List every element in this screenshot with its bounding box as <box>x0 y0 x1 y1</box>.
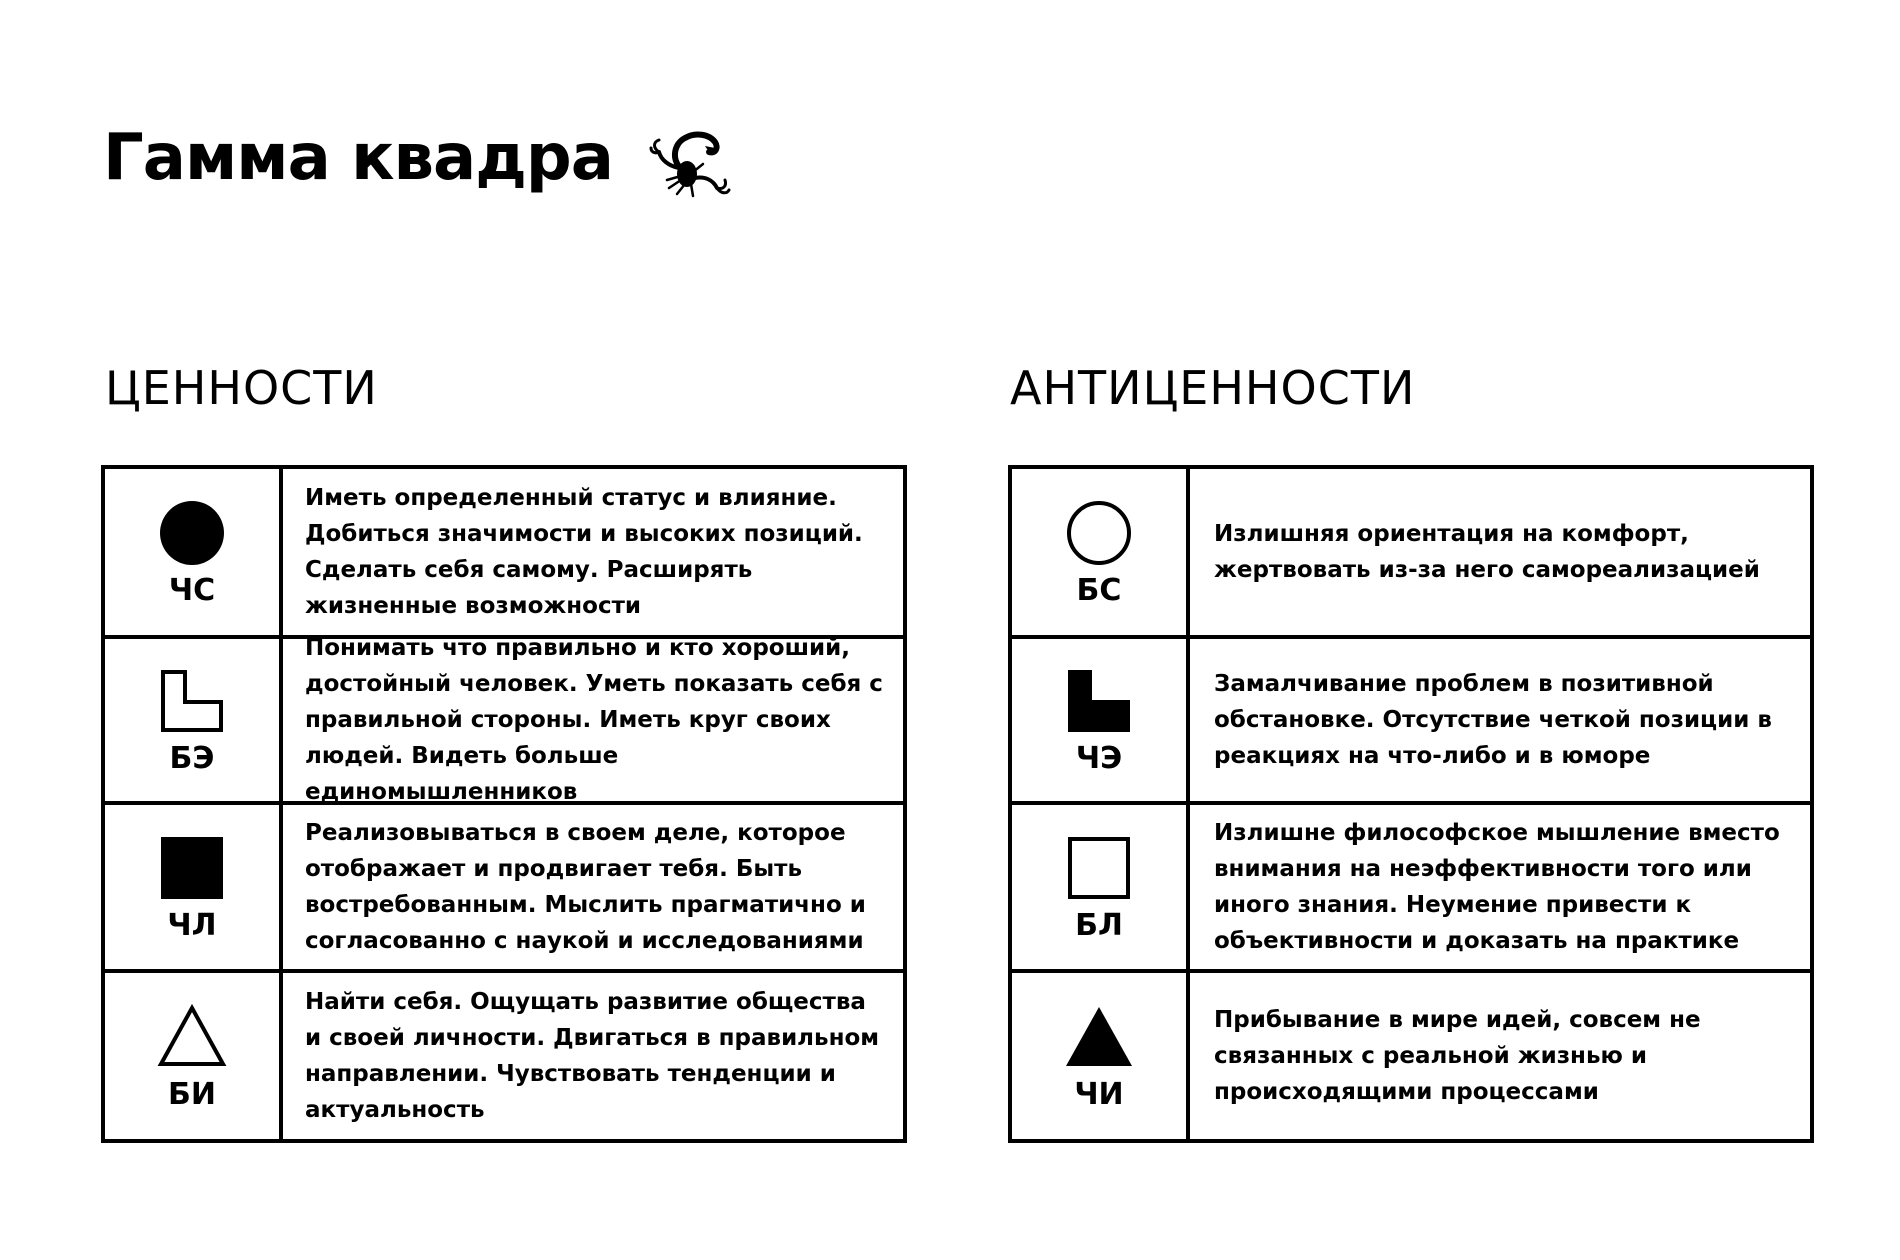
table-row <box>105 805 903 973</box>
outline-l-shape-icon <box>157 666 227 736</box>
symbol-cell <box>105 973 283 1139</box>
filled-l-shape-icon <box>1064 666 1134 736</box>
row-text: Реализовываться в своем деле, которое отображает и продвигает тебя. Быть востребованным. Мыслить прагматично и согласованно с наукой и исследованиями <box>305 820 866 954</box>
function-code: ЧЛ <box>167 908 217 943</box>
filled-circle-icon <box>157 498 227 568</box>
symbol-cell <box>1012 805 1190 969</box>
table-row <box>105 635 903 805</box>
table-row <box>105 973 903 1139</box>
symbol-cell <box>1012 639 1190 801</box>
symbol-cell <box>105 469 283 635</box>
symbol-cell <box>105 639 283 801</box>
title-row <box>103 118 735 198</box>
filled-square-icon <box>157 833 227 903</box>
function-code: БЭ <box>169 741 215 776</box>
row-text: Прибывание в мире идей, совсем не связанных с реальной жизнью и происходящими процессами <box>1214 1007 1701 1105</box>
table-row <box>105 469 903 639</box>
filled-triangle-icon <box>1064 1002 1134 1072</box>
values-table <box>101 465 907 1143</box>
function-code: БИ <box>168 1077 216 1112</box>
row-text: Иметь определенный статус и влияние. Добиться значимости и высоких позиций. Сделать себя самому. Расширять жизненные возможности <box>305 485 863 619</box>
outline-square-icon <box>1064 833 1134 903</box>
table-row <box>1012 639 1810 805</box>
symbol-cell <box>105 805 283 969</box>
values-heading: ЦЕННОСТИ <box>105 361 378 415</box>
row-text: Понимать что правильно и кто хороший, достойный человек. Уметь показать себя с правильной стороны. Иметь круг своих людей. Видеть больше единомышленников <box>305 635 883 805</box>
function-code: ЧЭ <box>1075 741 1123 776</box>
table-row <box>1012 469 1810 639</box>
function-code: ЧС <box>168 573 216 608</box>
antivalues-heading: АНТИЦЕННОСТИ <box>1010 361 1416 415</box>
table-row <box>1012 805 1810 973</box>
row-text: Найти себя. Ощущать развитие общества и своей личности. Двигаться в правильном направлении. Чувствовать тенденции и актуальность <box>305 989 880 1123</box>
scorpion-icon <box>643 118 735 198</box>
function-code: БЛ <box>1075 908 1123 943</box>
antivalues-table <box>1008 465 1814 1143</box>
row-text: Излишняя ориентация на комфорт, жертвовать из-за него самореализацией <box>1214 521 1760 583</box>
outline-circle-icon <box>1064 498 1134 568</box>
function-code: БС <box>1076 573 1122 608</box>
row-text: Излишне философское мышление вместо внимания на неэффективности того или иного знания. Неумение привести к объективности и доказать на практике <box>1214 820 1780 954</box>
function-code: ЧИ <box>1074 1077 1124 1112</box>
symbol-cell <box>1012 973 1190 1139</box>
row-text: Замалчивание проблем в позитивной обстановке. Отсутствие четкой позиции в реакциях на что-либо и в юморе <box>1214 671 1772 769</box>
outline-triangle-icon <box>157 1002 227 1072</box>
page-title: Гамма квадра <box>103 121 613 195</box>
table-row <box>1012 973 1810 1139</box>
symbol-cell <box>1012 469 1190 635</box>
